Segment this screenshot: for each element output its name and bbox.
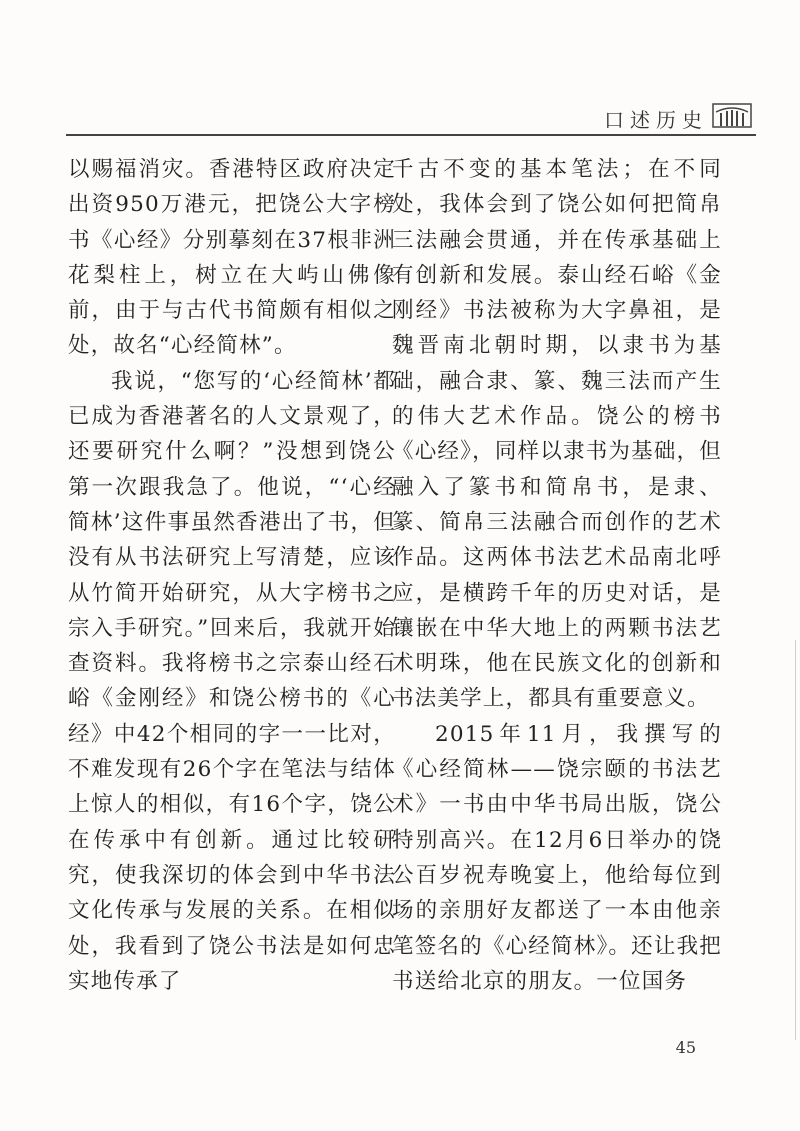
page-edge xyxy=(795,640,796,1040)
paragraph: 以赐福消灾。香港特区政府决定出资950万港元，把饶公大字榜书《心经》分别摹刻在37根非洲花梨柱上，树立在大屿山佛像前，由于与古代书简颇有相似之处，故名“心经简林”。 xyxy=(68,157,396,359)
right-column xyxy=(392,152,722,999)
paragraph: 千古不变的基本笔法；在不同处，我体会到了饶公如何把简帛三法融会贯通，并在传承基础上有创新和发展。泰山经石峪《金刚经》书法被称为大字鼻祖，是魏晋南北朝时期，以隶书为基础，融合隶、篆、魏三法而产生的伟大艺术作品。饶公的榜书《心经》，同样以隶书为基础，但融入了篆书和简帛书，是隶、篆、简帛三法融合而创作的艺术作品。这两体书法艺术品南北呼应，是横跨千年的历史对话，是镶嵌在中华大地上的两颗书法艺术明珠，他在民族文化的创新和书法美学上，都具有重要意义。 xyxy=(392,157,722,712)
left-column xyxy=(68,152,396,999)
header-divider xyxy=(66,134,756,136)
building-icon xyxy=(712,102,752,128)
section-title: 口述历史 xyxy=(604,108,708,132)
running-header xyxy=(0,100,800,136)
page-number: 45 xyxy=(675,1038,696,1057)
paragraph: 我说，“您写的‘心经简林’都已成为香港著名的人文景观了，还要研究什么啊？”没想到饶公第一次跟我急了。他说，“‘心经简林’这件事虽然香港出了书，但没有从书法研究上写清楚，应该从竹简开始研究，从大字榜书之宗入手研究。”回来后，我就开始查资料。我将榜书之宗泰山经石峪《金刚经》和饶公榜书的《心经》中42个相同的字一一比对，不难发现有26个字在笔法与结体上惊人的相似，有16个字，饶公在传承中有创新。通过比较研究，使我深切的体会到中华书法文化传承与发展的关系。在相似处，我看到了饶公书法是如何忠实地传承了 xyxy=(68,368,396,994)
paragraph: 2015年11月，我撰写的《心经简林——饶宗颐的书法艺术》一书由中华书局出版，饶公特别高兴。在12月6日举办的饶公百岁祝寿晚宴上，他给每位到场的亲朋好友都送了一本由他亲笔签名的《心经简林》。还让我把书送给北京的朋友。一位国务 xyxy=(392,721,722,994)
